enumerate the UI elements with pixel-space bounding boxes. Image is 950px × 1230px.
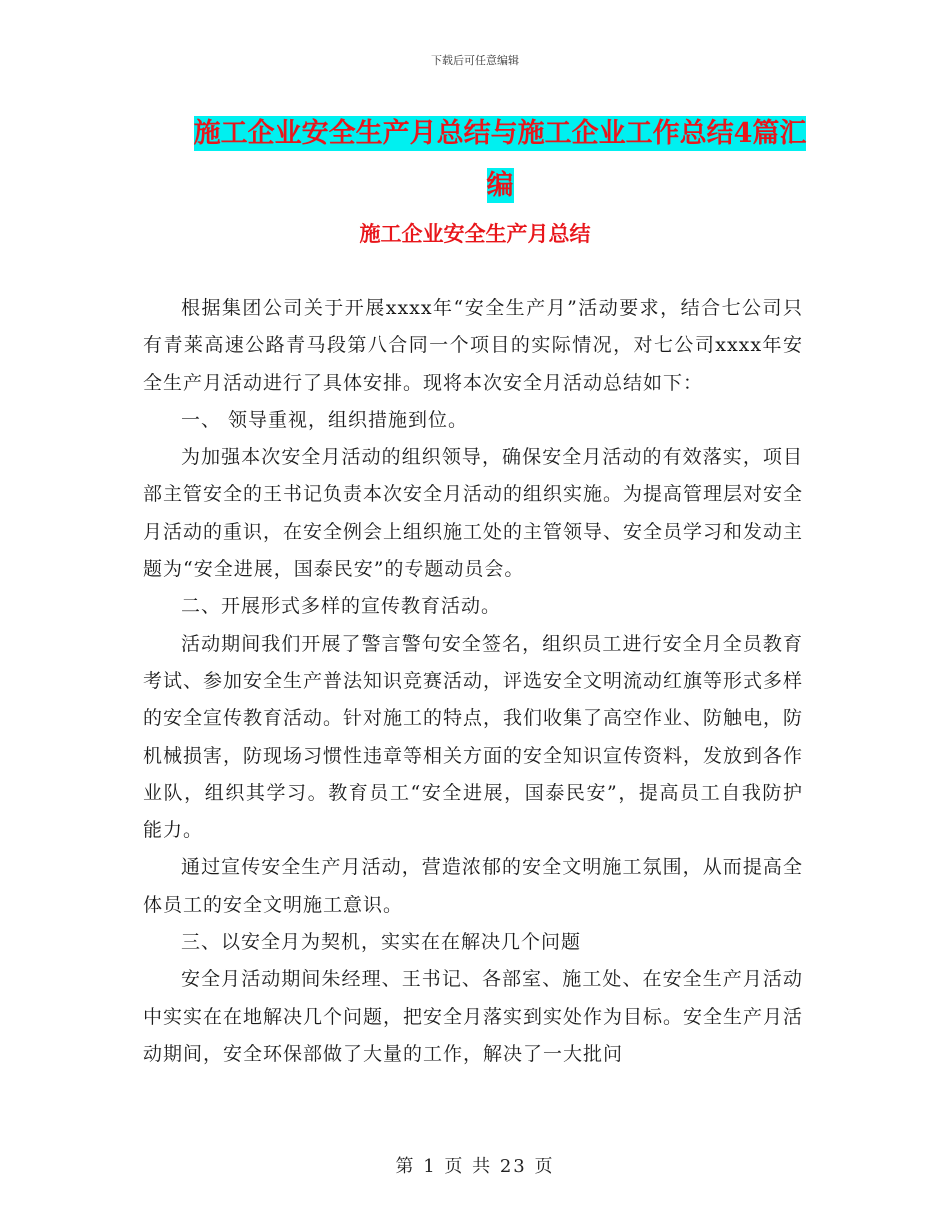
section-title: 施工企业安全生产月总结	[359, 221, 591, 246]
paragraph-leadership: 为加强本次安全月活动的组织领导，确保安全月活动的有效落实，项目部主管安全的王书记负责本次安全月活动的组织实施。为提高管理层对安全月活动的重识，在安全例会上组织施工处的主管领导、安全员学习和发动主题为“安全进展，国泰民安”的专题动员会。	[143, 446, 804, 581]
heading-three: 三、以安全月为契机，实实在在解决几个问题	[181, 931, 582, 954]
document-body	[143, 290, 803, 1073]
page-header-note: 下载后可任意编辑	[431, 54, 519, 67]
paragraph-activities: 活动期间我们开展了警言警句安全签名，组织员工进行安全月全员教育考试、参加安全生产普法知识竞赛活动，评选安全文明流动红旗等形式多样的安全宣传教育活动。针对施工的特点，我们收集了高空作业、防触电，防机械损害，防现场习惯性违章等相关方面的安全知识宣传资料，发放到各作业队，组织其学习。教育员工“安全进展，国泰民安”，提高员工自我防护能力。	[143, 632, 804, 842]
paragraph-awareness: 通过宣传安全生产月活动，营造浓郁的安全文明施工氛围，从而提高全体员工的安全文明施工意识。	[143, 856, 803, 916]
heading-two: 二、开展形式多样的宣传教育活动。	[181, 595, 502, 618]
paragraph-intro: 根据集团公司关于开展xxxx年“安全生产月”活动要求，结合七公司只有青莱高速公路青马段第八合同一个项目的实际情况，对七公司xxxx年安全生产月活动进行了具体安排。现将本次安全月活动总结如下：	[143, 297, 803, 394]
page-number: 第 1 页 共 23 页	[395, 1156, 555, 1177]
paragraph-problems: 安全月活动期间朱经理、王书记、各部室、施工处、在安全生产月活动中实实在在地解决几个问题，把安全月落实到实处作为目标。安全生产月活动期间，安全环保部做了大量的工作，解决了一大批问	[143, 968, 804, 1065]
document-title-text: 施工企业安全生产月总结与施工企业工作总结4篇汇编	[193, 118, 807, 201]
document-title	[190, 108, 810, 212]
heading-one: 一、 领导重视，组织措施到位。	[181, 408, 469, 431]
